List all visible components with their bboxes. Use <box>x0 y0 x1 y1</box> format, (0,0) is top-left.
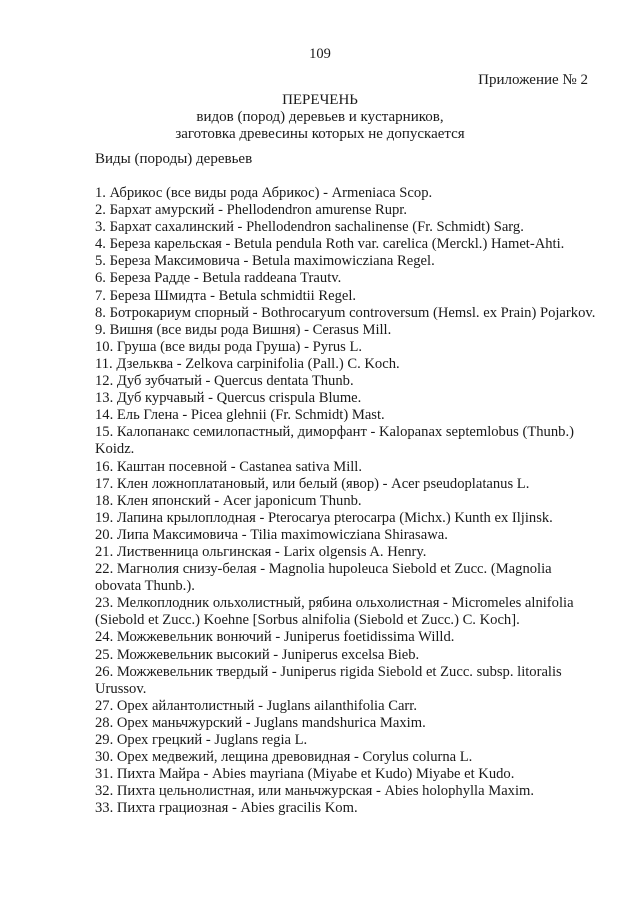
list-item: 21. Лиственница ольгинская - Larix olgensis A. Henry. <box>95 543 427 560</box>
list-item: 32. Пихта цельнолистная, или маньчжурская - Abies holophylla Maxim. <box>95 783 535 800</box>
list-item: 13. Дуб курчавый - Quercus crispula Blume. <box>95 390 362 407</box>
list-item: 9. Вишня (все виды рода Вишня) - Cerasus Mill. <box>95 321 392 338</box>
list-item: 27. Орех айлантолистный - Juglans ailanthifolia Carr. <box>95 697 417 714</box>
list-item: 20. Липа Максимовича - Tilia maximowicziana Shirasawa. <box>95 526 448 543</box>
list-item: 29. Орех грецкий - Juglans regia L. <box>95 732 308 748</box>
list-item: 26. Можжевельник твердый - Juniperus rigida Siebold et Zucc. subsp. litoralis Urussov. <box>95 663 562 697</box>
list-item: 25. Можжевельник высокий - Juniperus excelsa Bieb. <box>95 646 420 663</box>
list-item: 24. Можжевельник вонючий - Juniperus foetidissima Willd. <box>95 629 455 646</box>
list-item: 22. Магнолия снизу-белая - Magnolia hupoleuca Siebold et Zucc. (Magnolia obovata Thunb.). <box>95 561 552 595</box>
document-title: ПЕРЕЧЕНЬ <box>282 92 358 108</box>
list-item: 15. Калопанакс семилопастный, диморфант - Kalopanax septemlobus (Thunb.) Koidz. <box>95 424 574 458</box>
list-item: 31. Пихта Майра - Abies mayriana (Miyabe et Kudo) Miyabe et Kudo. <box>95 766 515 783</box>
section-heading: Виды (породы) деревьев <box>95 151 253 167</box>
list-item: 10. Груша (все виды рода Груша) - Pyrus L. <box>95 338 363 355</box>
list-item: 23. Мелкоплодник ольхолистный, рябина ольхолистная - Micromeles alnifolia (Siebold et Zucc.) Koehne [Sorbus alnifolia (Siebold et Zucc.) C. Koch]. <box>95 595 574 629</box>
document-subtitle-line-2: заготовка древесины которых не допускается <box>175 126 465 142</box>
list-item: 30. Орех медвежий, лещина древовидная - Corylus colurna L. <box>95 749 473 766</box>
list-item: 1. Абрикос (все виды рода Абрикос) - Armeniaca Scop. <box>95 185 433 201</box>
list-item: 28. Орех маньчжурский - Juglans mandshurica Maxim. <box>95 714 426 731</box>
title-block <box>0 92 640 143</box>
list-item: 2. Бархат амурский - Phellodendron amurense Rupr. <box>95 202 407 219</box>
list-item: 6. Береза Радде - Betula raddeana Trautv. <box>95 270 342 287</box>
list-item: 7. Береза Шмидта - Betula schmidtii Regel. <box>95 287 357 304</box>
list-item: 12. Дуб зубчатый - Quercus dentata Thunb. <box>95 373 354 390</box>
list-item: 17. Клен ложноплатановый, или белый (явор) - Acer pseudoplatanus L. <box>95 475 530 492</box>
species-list <box>95 185 600 817</box>
list-item: 18. Клен японский - Acer japonicum Thunb. <box>95 492 362 509</box>
page-number: 109 <box>309 46 331 62</box>
list-item: 19. Лапина крылоплодная - Pterocarya pterocarpa (Michx.) Kunth ex Iljinsk. <box>95 509 553 526</box>
list-item: 16. Каштан посевной - Castanea sativa Mill. <box>95 458 363 475</box>
list-item: 14. Ель Глена - Picea glehnii (Fr. Schmidt) Mast. <box>95 407 385 424</box>
list-item: 4. Береза карельская - Betula pendula Roth var. carelica (Merckl.) Hamet-Ahti. <box>95 236 565 253</box>
document-subtitle-line-1: видов (пород) деревьев и кустарников, <box>196 109 444 125</box>
list-item: 3. Бархат сахалинский - Phellodendron sachalinense (Fr. Schmidt) Sarg. <box>95 219 524 236</box>
appendix-label: Приложение № 2 <box>478 72 588 88</box>
list-item: 11. Дзельква - Zelkova carpinifolia (Pall.) C. Koch. <box>95 355 400 372</box>
list-item: 5. Береза Максимовича - Betula maximowicziana Regel. <box>95 253 435 270</box>
list-item: 8. Ботрокариум спорный - Bothrocaryum controversum (Hemsl. ex Prain) Pojarkov. <box>95 304 596 321</box>
list-item: 33. Пихта грациозная - Abies gracilis Kom. <box>95 800 358 817</box>
